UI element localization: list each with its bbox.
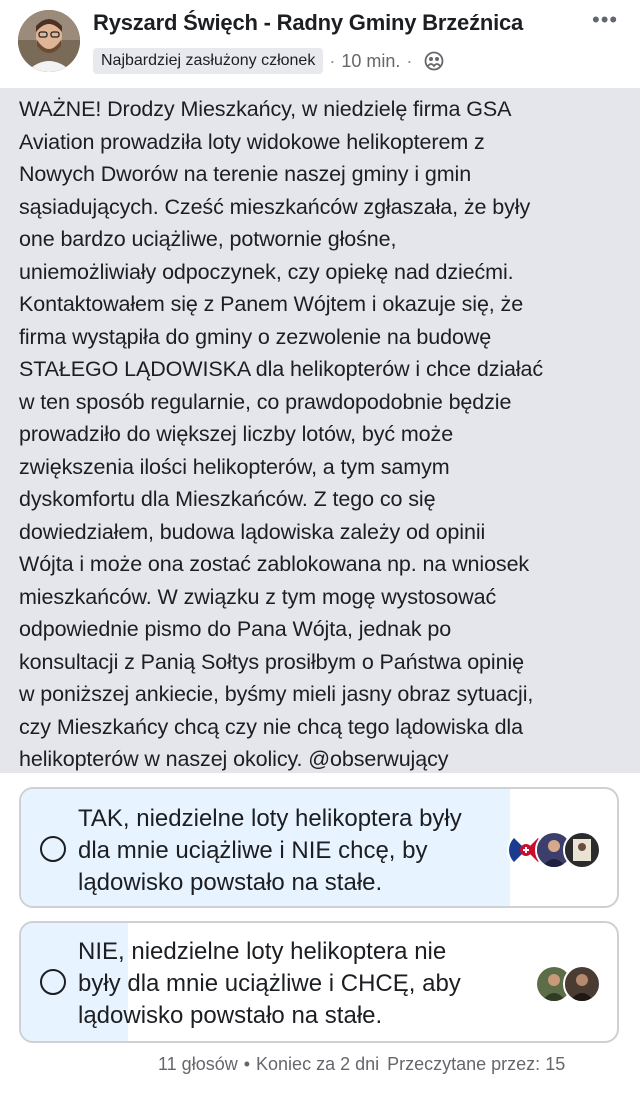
more-options-icon[interactable]: •••	[592, 7, 619, 32]
post-header	[0, 0, 640, 88]
vote-count[interactable]: 11 głosów	[158, 1054, 238, 1074]
poll-option-label: NIE, niedzielne loty helikoptera nie były dla mnie uciążliwe i CHCĘ, aby lądowisko powstało na stałe.	[78, 938, 461, 1029]
author-name[interactable]: Ryszard Święch - Radny Gminy Brzeźnica	[93, 10, 524, 35]
seen-by[interactable]: Przeczytane przez: 15	[387, 1054, 566, 1074]
author-avatar[interactable]	[18, 10, 80, 72]
voter-avatars[interactable]	[535, 965, 601, 1003]
group-privacy-icon	[424, 51, 444, 71]
post-time[interactable]: 10 min.	[341, 50, 401, 71]
radio-button[interactable]	[40, 969, 66, 995]
voter-avatars[interactable]	[507, 831, 601, 869]
meta-separator: ·	[329, 50, 336, 71]
meta-separator: ·	[406, 50, 413, 71]
post-text: WAŻNE! Drodzy Mieszkańcy, w niedzielę firma GSA Aviation prowadziła loty widokowe helikopterem z Nowych Dworów na terenie naszej gminy i gmin sąsiadujących. Cześć mieszkańców zgłaszała, że były one bardzo uciążliwe, potwornie głośne, uniemożliwiały odpoczynek, czy opiekę nad dziećmi. Kontaktowałem się z Panem Wójtem i okazuje się, że firma wystąpiła do gminy o zezwolenie na budowę STAŁEGO LĄDOWISKA dla helikopterów i chce działać w ten sposób regularnie, co prawdopodobnie będzie prowadziło do większej liczby lotów, być może zwiększenia ilości helikopterów, a tym samym dyskomfortu dla Mieszkańców. Z tego co się dowiedziałem, budowa lądowiska zależy od opinii Wójta i może ona zostać zablokowana np. na wniosek mieszkańców. W związku z tym mogę wystosować odpowiednie pismo do Pana Wójta, jednak po konsultacji z Panią Sołtys prosiłbym o Państwa opinię w poniższej ankiecie, byśmy mieli jasny obraz sytuacji, czy Mieszkańcy chcą czy nie chcą tego lądowiska dla helikopterów w naszej okolicy. @obserwujący	[19, 97, 544, 771]
poll-option-label: TAK, niedzielne loty helikoptera były dla mnie uciążliwe i NIE chcę, by lądowisko powstało na stałe.	[78, 805, 462, 896]
voter-avatar	[563, 965, 601, 1003]
radio-button[interactable]	[40, 836, 66, 862]
poll-option-yes[interactable]	[19, 787, 619, 908]
poll-end: Koniec za 2 dni	[256, 1054, 380, 1074]
poll-option-no[interactable]	[19, 921, 619, 1043]
voter-avatar	[563, 831, 601, 869]
member-badge[interactable]: Najbardziej zasłużony członek	[93, 48, 323, 74]
footer-separator: •	[243, 1054, 251, 1074]
poll	[0, 773, 640, 1099]
post-body	[0, 88, 640, 773]
post-meta	[93, 47, 444, 75]
poll-footer	[158, 1054, 565, 1075]
